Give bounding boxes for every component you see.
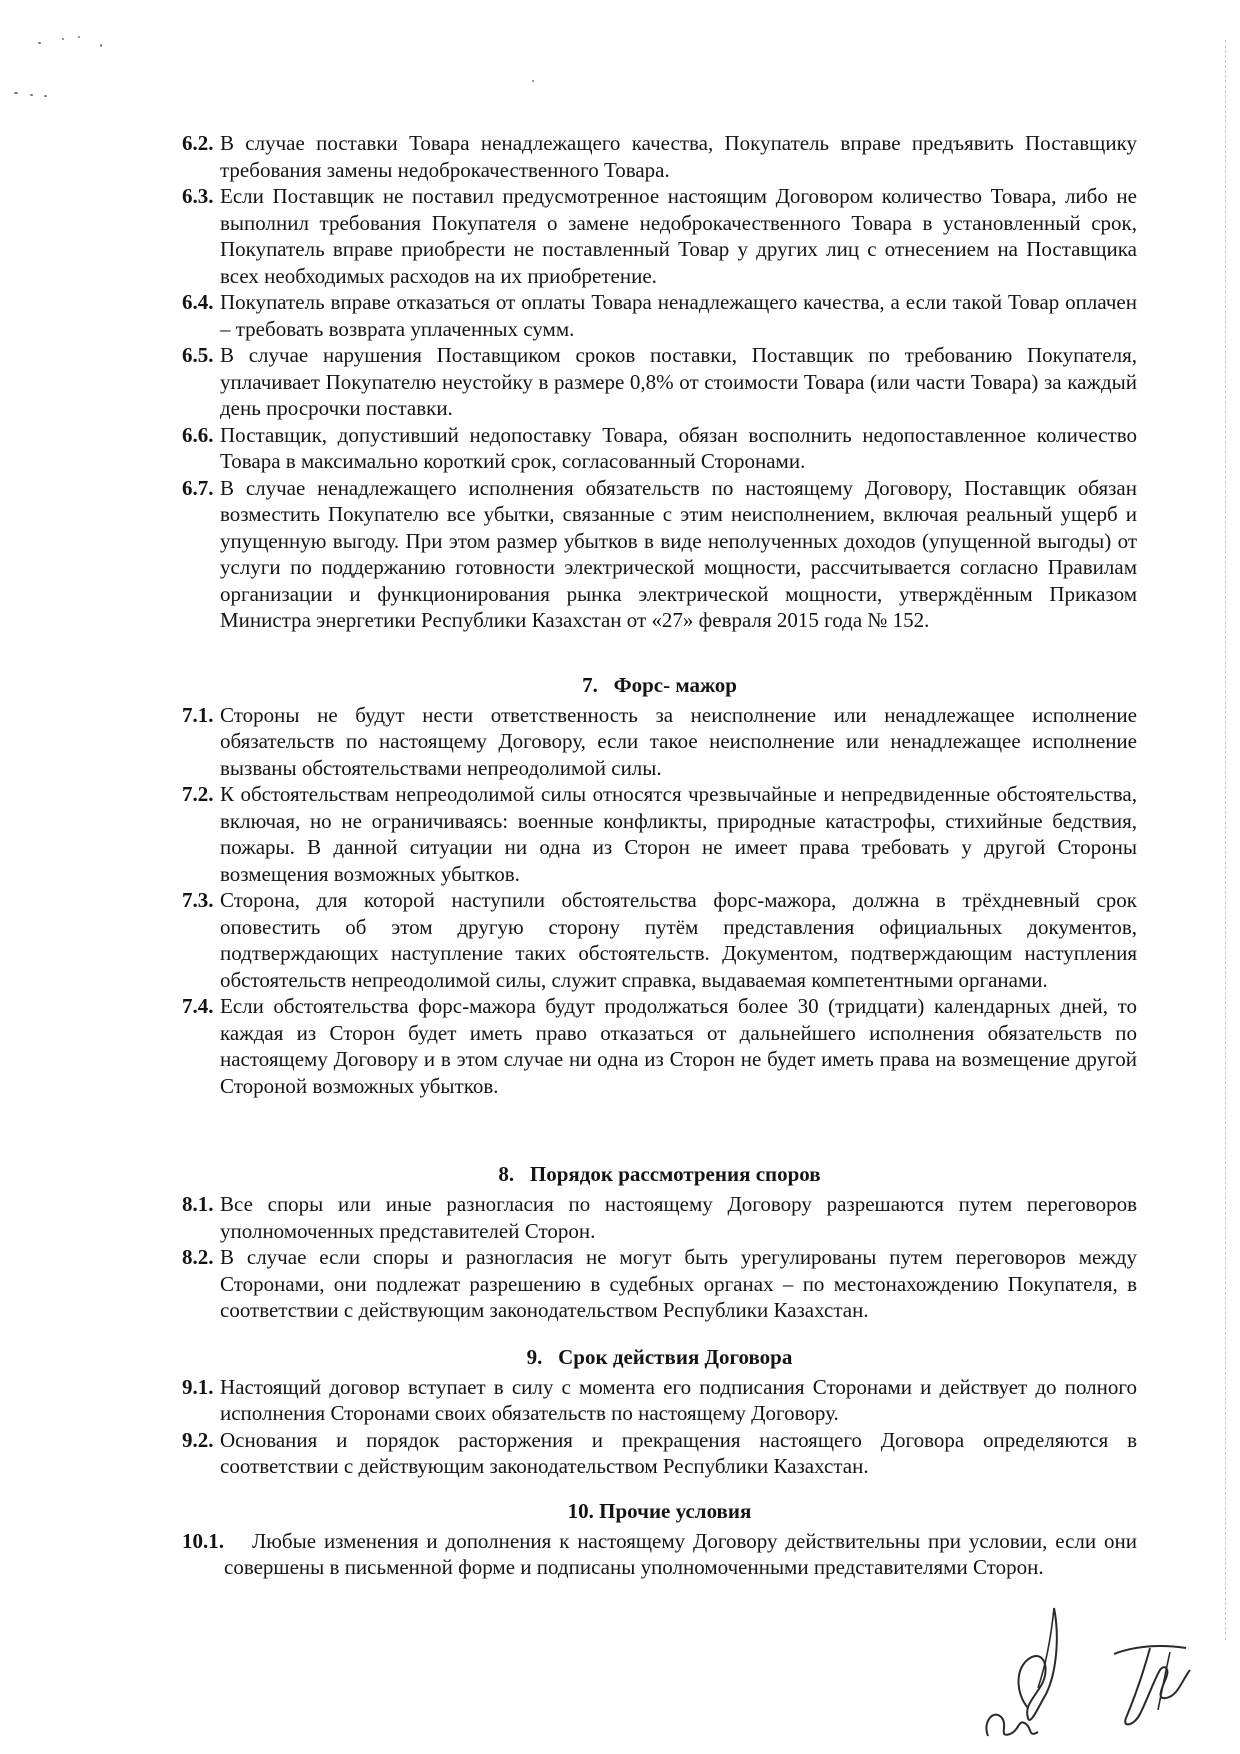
clause-6-2 [182, 130, 1137, 183]
clause-number: 7.2. [182, 782, 214, 806]
clause-number: 6.3. [182, 184, 214, 208]
signature-left [968, 1598, 1078, 1748]
clause-8-1 [182, 1191, 1137, 1244]
clause-7-1 [182, 702, 1137, 782]
clause-text-body: Любые изменения и дополнения к настоящему Договору действительны при условии, если они совершены в письменной форме и подписаны уполномоченными представителями Сторон. [224, 1528, 1137, 1579]
clause-number: 7.4. [182, 994, 214, 1018]
clause-number: 8.1. [182, 1192, 214, 1216]
clause-6-7 [182, 475, 1137, 634]
clause-number: 7.1. [182, 702, 214, 727]
section-heading-force-majeure: 7. Форс- мажор [582, 672, 737, 697]
clause-number: 10.1. [182, 1528, 224, 1553]
scan-speck [532, 80, 534, 82]
clause-text: Если Поставщик не поставил предусмотренное настоящим Договором количество Товара, либо не выполнил требования Покупателя о замене недоброкачественного Товара в установленный срок, Покупатель вправе приобрести не поставленный Товар у других лиц с отнесением на Поставщика всех необходимых расходов на их приобретение. [220, 184, 1137, 288]
clause-number: 6.7. [182, 475, 214, 500]
clause-7-2 [182, 781, 1137, 887]
clause-9-1 [182, 1374, 1137, 1427]
clause-9-2 [182, 1427, 1137, 1480]
scan-speck [44, 95, 47, 97]
section-heading-term: 9. Срок действия Договора [526, 1344, 793, 1369]
clause-text: В случае если споры и разногласия не могут быть урегулированы путем переговоров между Сторонами, они подлежат разрешению в судебных органах – по местонахождению Покупателя, в соответствии с действующим законодательством Республики Казахстан. [220, 1245, 1137, 1322]
clause-10-1 [182, 1528, 1137, 1581]
section-heading-disputes: 8. Порядок рассмотрения споров [498, 1162, 821, 1186]
clause-text: В случае нарушения Поставщиком сроков поставки, Поставщик по требованию Покупателя, уплачивает Покупателю неустойку в размере 0,8% от стоимости Товара (или части Товара) за каждый день просрочки поставки. [220, 343, 1137, 420]
clause-text: Все споры или иные разногласия по настоящему Договору разрешаются путем переговоров уполномоченных представителей Сторон. [220, 1192, 1137, 1243]
clause-number: 7.3. [182, 888, 214, 912]
clause-number: 9.2. [182, 1427, 214, 1452]
scan-speck [78, 36, 80, 38]
section-heading-other-terms: 10. Прочие условия [567, 1498, 752, 1523]
document-body [182, 130, 1137, 1581]
scan-speck [14, 92, 18, 94]
clause-text: К обстоятельствам непреодолимой силы относятся чрезвычайные и непредвиденные обстоятельства, включая, но не ограничиваясь: военные конфликты, природные катастрофы, стихийные бедствия, пожары. В данной ситуации ни одна из Сторон не имеет права требовать у другой Стороны возмещения возможных убытков. [220, 782, 1137, 886]
clause-number: 8.2. [182, 1245, 214, 1269]
clause-text: Поставщик, допустивший недопоставку Товара, обязан восполнить недопоставленное количество Товара в максимально короткий срок, согласованный Сторонами. [220, 422, 1137, 473]
clause-number: 6.5. [182, 343, 214, 367]
clause-6-3 [182, 183, 1137, 289]
clause-7-3 [182, 887, 1137, 993]
clause-8-2 [182, 1244, 1137, 1324]
clause-text: Стороны не будут нести ответственность за неисполнение или ненадлежащее исполнение обязательств по настоящему Договору, если такое неисполнение или ненадлежащее исполнение вызваны обстоятельствами непреодолимой силы. [220, 702, 1137, 780]
clause-text: Основания и порядок расторжения и прекращения настоящего Договора определяются в соответствии с действующим законодательством Республики Казахстан. [220, 1427, 1137, 1478]
scan-speck [100, 44, 102, 47]
scan-speck [30, 94, 33, 96]
clause-number: 6.2. [182, 131, 214, 155]
scan-speck [38, 42, 41, 44]
clause-text: В случае ненадлежащего исполнения обязательств по настоящему Договору, Поставщик обязан возместить Покупателю все убытки, связанные с этим неисполнением, включая реальный ущерб и упущенную выгоду. При этом размер убытков в виде неполученных доходов (упущенной выгоды) от услуги по поддержанию готовности электрической мощности, рассчитывается согласно Правилам организации и функционирования рынка электрической мощности, утверждённым Приказом Министра энергетики Республики Казахстан от «27» февраля 2015 года № 152. [220, 475, 1137, 632]
clause-number: 6.4. [182, 290, 214, 314]
clause-number: 9.1. [182, 1374, 214, 1399]
clause-text: Сторона, для которой наступили обстоятельства форс-мажора, должна в трёхдневный срок оповестить об этом другую сторону путём представления официальных документов, подтверждающих наступление таких обстоятельств. Документом, подтверждающим наступления обстоятельств непреодолимой силы, служит справка, выдаваемая компетентными органами. [220, 888, 1137, 992]
clause-6-6 [182, 422, 1137, 475]
clause-6-4 [182, 289, 1137, 342]
clause-6-5 [182, 342, 1137, 422]
clause-text: В случае поставки Товара ненадлежащего качества, Покупатель вправе предъявить Поставщику требования замены недоброкачественного Товара. [220, 131, 1137, 182]
clause-7-4 [182, 993, 1137, 1099]
signature-right [1100, 1630, 1210, 1740]
clause-text: Покупатель вправе отказаться от оплаты Товара ненадлежащего качества, а если такой Товар оплачен – требовать возврата уплаченных сумм. [220, 290, 1137, 341]
scan-speck [62, 38, 64, 40]
clause-number: 6.6. [182, 422, 214, 447]
scan-edge-shadow [1224, 40, 1226, 1640]
clause-text: Если обстоятельства форс-мажора будут продолжаться более 30 (тридцати) календарных дней, то каждая из Сторон будет иметь право отказаться от дальнейшего исполнения обязательств по настоящему Договору и в этом случае ни одна из Сторон не будет иметь права на возмещение другой Стороной возможных убытков. [220, 994, 1137, 1098]
clause-text [224, 1528, 1137, 1581]
clause-text: Настоящий договор вступает в силу с момента его подписания Сторонами и действует до полного исполнения Сторонами своих обязательств по настоящему Договору. [220, 1374, 1137, 1425]
